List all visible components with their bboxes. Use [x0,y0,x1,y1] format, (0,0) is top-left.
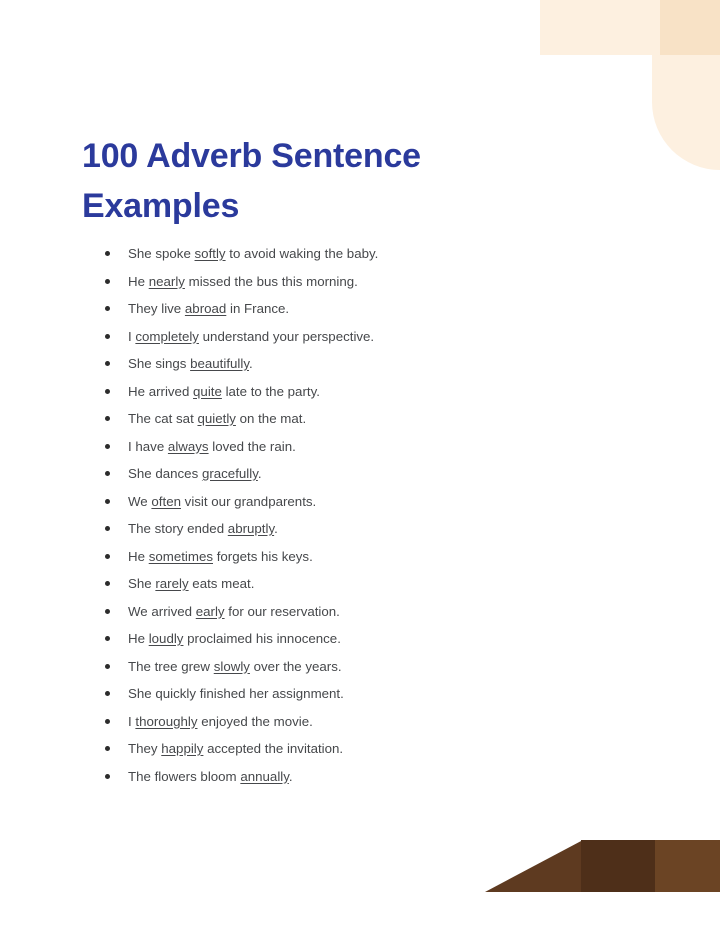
sentence-text-after: to avoid waking the baby. [225,246,379,261]
adverb-highlight: slowly [213,658,250,674]
list-item [100,543,600,571]
sentence-text-before: We [128,493,152,509]
adverb-highlight: thoroughly [135,713,198,729]
sentence-text-after: accepted the invitation. [203,741,344,756]
adverb-highlight: nearly [148,273,185,289]
bullet-icon [105,389,110,394]
bullet-icon [105,691,110,696]
sentence-text-after: loved the rain. [208,438,296,454]
bullet-icon [105,664,110,669]
list-item [100,350,600,378]
sentence-text-before: He [128,631,149,646]
sentence-text-before: The cat sat [128,411,198,426]
sentence-text-before: He arrived [128,383,194,399]
bullet-icon [105,251,110,256]
list-item [100,680,600,708]
sentence-text-before: She spoke [128,246,195,261]
bullet-icon [105,609,110,614]
bullet-icon [105,361,110,366]
sentence-text-after: for our reservation. [224,603,340,619]
sentence-text-before: I [128,328,136,344]
bullet-icon [105,581,110,586]
list-item [100,460,600,488]
sentence-text-after: eats meat. [188,576,255,591]
adverb-highlight: beautifully [190,356,249,371]
list-item [100,653,600,681]
sentence-text-after: . [257,466,262,481]
list-item [100,405,600,433]
sentence-text-before: She sings [128,356,191,371]
sentence-text-after: in France. [226,301,290,316]
adverb-highlight: softly [194,246,226,261]
list-item [100,735,600,763]
adverb-highlight: quite [193,383,222,399]
list-item [100,488,600,516]
adverb-examples-list [100,240,600,790]
sentence-text-before: She [128,576,156,591]
sentence-text-after: forgets his keys. [213,548,313,564]
list-item [100,598,600,626]
sentence-text-after: understand your perspective. [198,328,375,344]
deco-bar-mid [655,840,720,892]
list-item [100,570,600,598]
sentence-text-after: visit our grandparents. [180,493,317,509]
sentence-text-after: . [248,356,253,371]
list-item [100,763,600,791]
sentence-text-before: The flowers bloom [128,768,241,784]
list-item [100,378,600,406]
sentence-text-after: . [288,768,293,784]
bullet-icon [105,279,110,284]
bullet-icon [105,499,110,504]
adverb-highlight: completely [135,328,199,344]
adverb-highlight: happily [161,741,204,756]
bullet-icon [105,774,110,779]
sentence-text-after: proclaimed his innocence. [183,631,341,646]
sentence-text-after: missed the bus this morning. [184,273,358,289]
page-bottom-margin [0,892,720,930]
deco-block-cream [540,0,660,55]
sentence-text-before: I have [128,438,168,454]
bullet-icon [105,471,110,476]
sentence-text-before: She quickly finished her assignment. [128,686,344,701]
bullet-icon [105,306,110,311]
sentence-text-before: I [128,713,136,729]
bullet-icon [105,526,110,531]
deco-block-curve [652,55,720,170]
sentence-text-after: enjoyed the movie. [197,713,313,729]
bullet-icon [105,746,110,751]
sentence-text-before: They [128,741,162,756]
list-item [100,268,600,296]
adverb-highlight: abroad [184,301,227,316]
list-item [100,625,600,653]
list-item [100,295,600,323]
list-item [100,240,600,268]
adverb-highlight: often [151,493,181,509]
bullet-icon [105,636,110,641]
list-item [100,323,600,351]
sentence-text-before: We arrived [128,603,196,619]
adverb-highlight: rarely [155,576,189,591]
adverb-highlight: always [167,438,209,454]
sentence-text-before: He [128,548,149,564]
sentence-text-after: on the mat. [235,411,307,426]
sentence-text-after: . [274,521,278,536]
sentence-text-after: late to the party. [221,383,320,399]
bullet-icon [105,554,110,559]
bullet-icon [105,416,110,421]
sentence-text-after: over the years. [249,658,342,674]
deco-bar-dark [581,840,655,892]
list-item [100,515,600,543]
bullet-icon [105,719,110,724]
page-title: 100 Adverb Sentence Examples [82,136,421,225]
deco-block-tan [660,0,720,55]
sentence-text-before: The tree grew [128,658,214,674]
adverb-highlight: abruptly [227,521,275,536]
bullet-icon [105,444,110,449]
adverb-highlight: loudly [148,631,184,646]
adverb-highlight: early [195,603,225,619]
decorative-corner-top-right [540,0,720,170]
adverb-highlight: gracefully [201,466,258,481]
adverb-highlight: sometimes [148,548,213,564]
sentence-text-before: They live [128,301,185,316]
sentence-text-before: She dances [128,466,202,481]
sentence-text-before: He [128,273,149,289]
list-item [100,433,600,461]
sentence-text-before: The story ended [128,521,228,536]
adverb-highlight: annually [240,768,289,784]
bullet-icon [105,334,110,339]
list-item [100,708,600,736]
deco-triangle [485,840,583,892]
adverb-highlight: quietly [197,411,236,426]
